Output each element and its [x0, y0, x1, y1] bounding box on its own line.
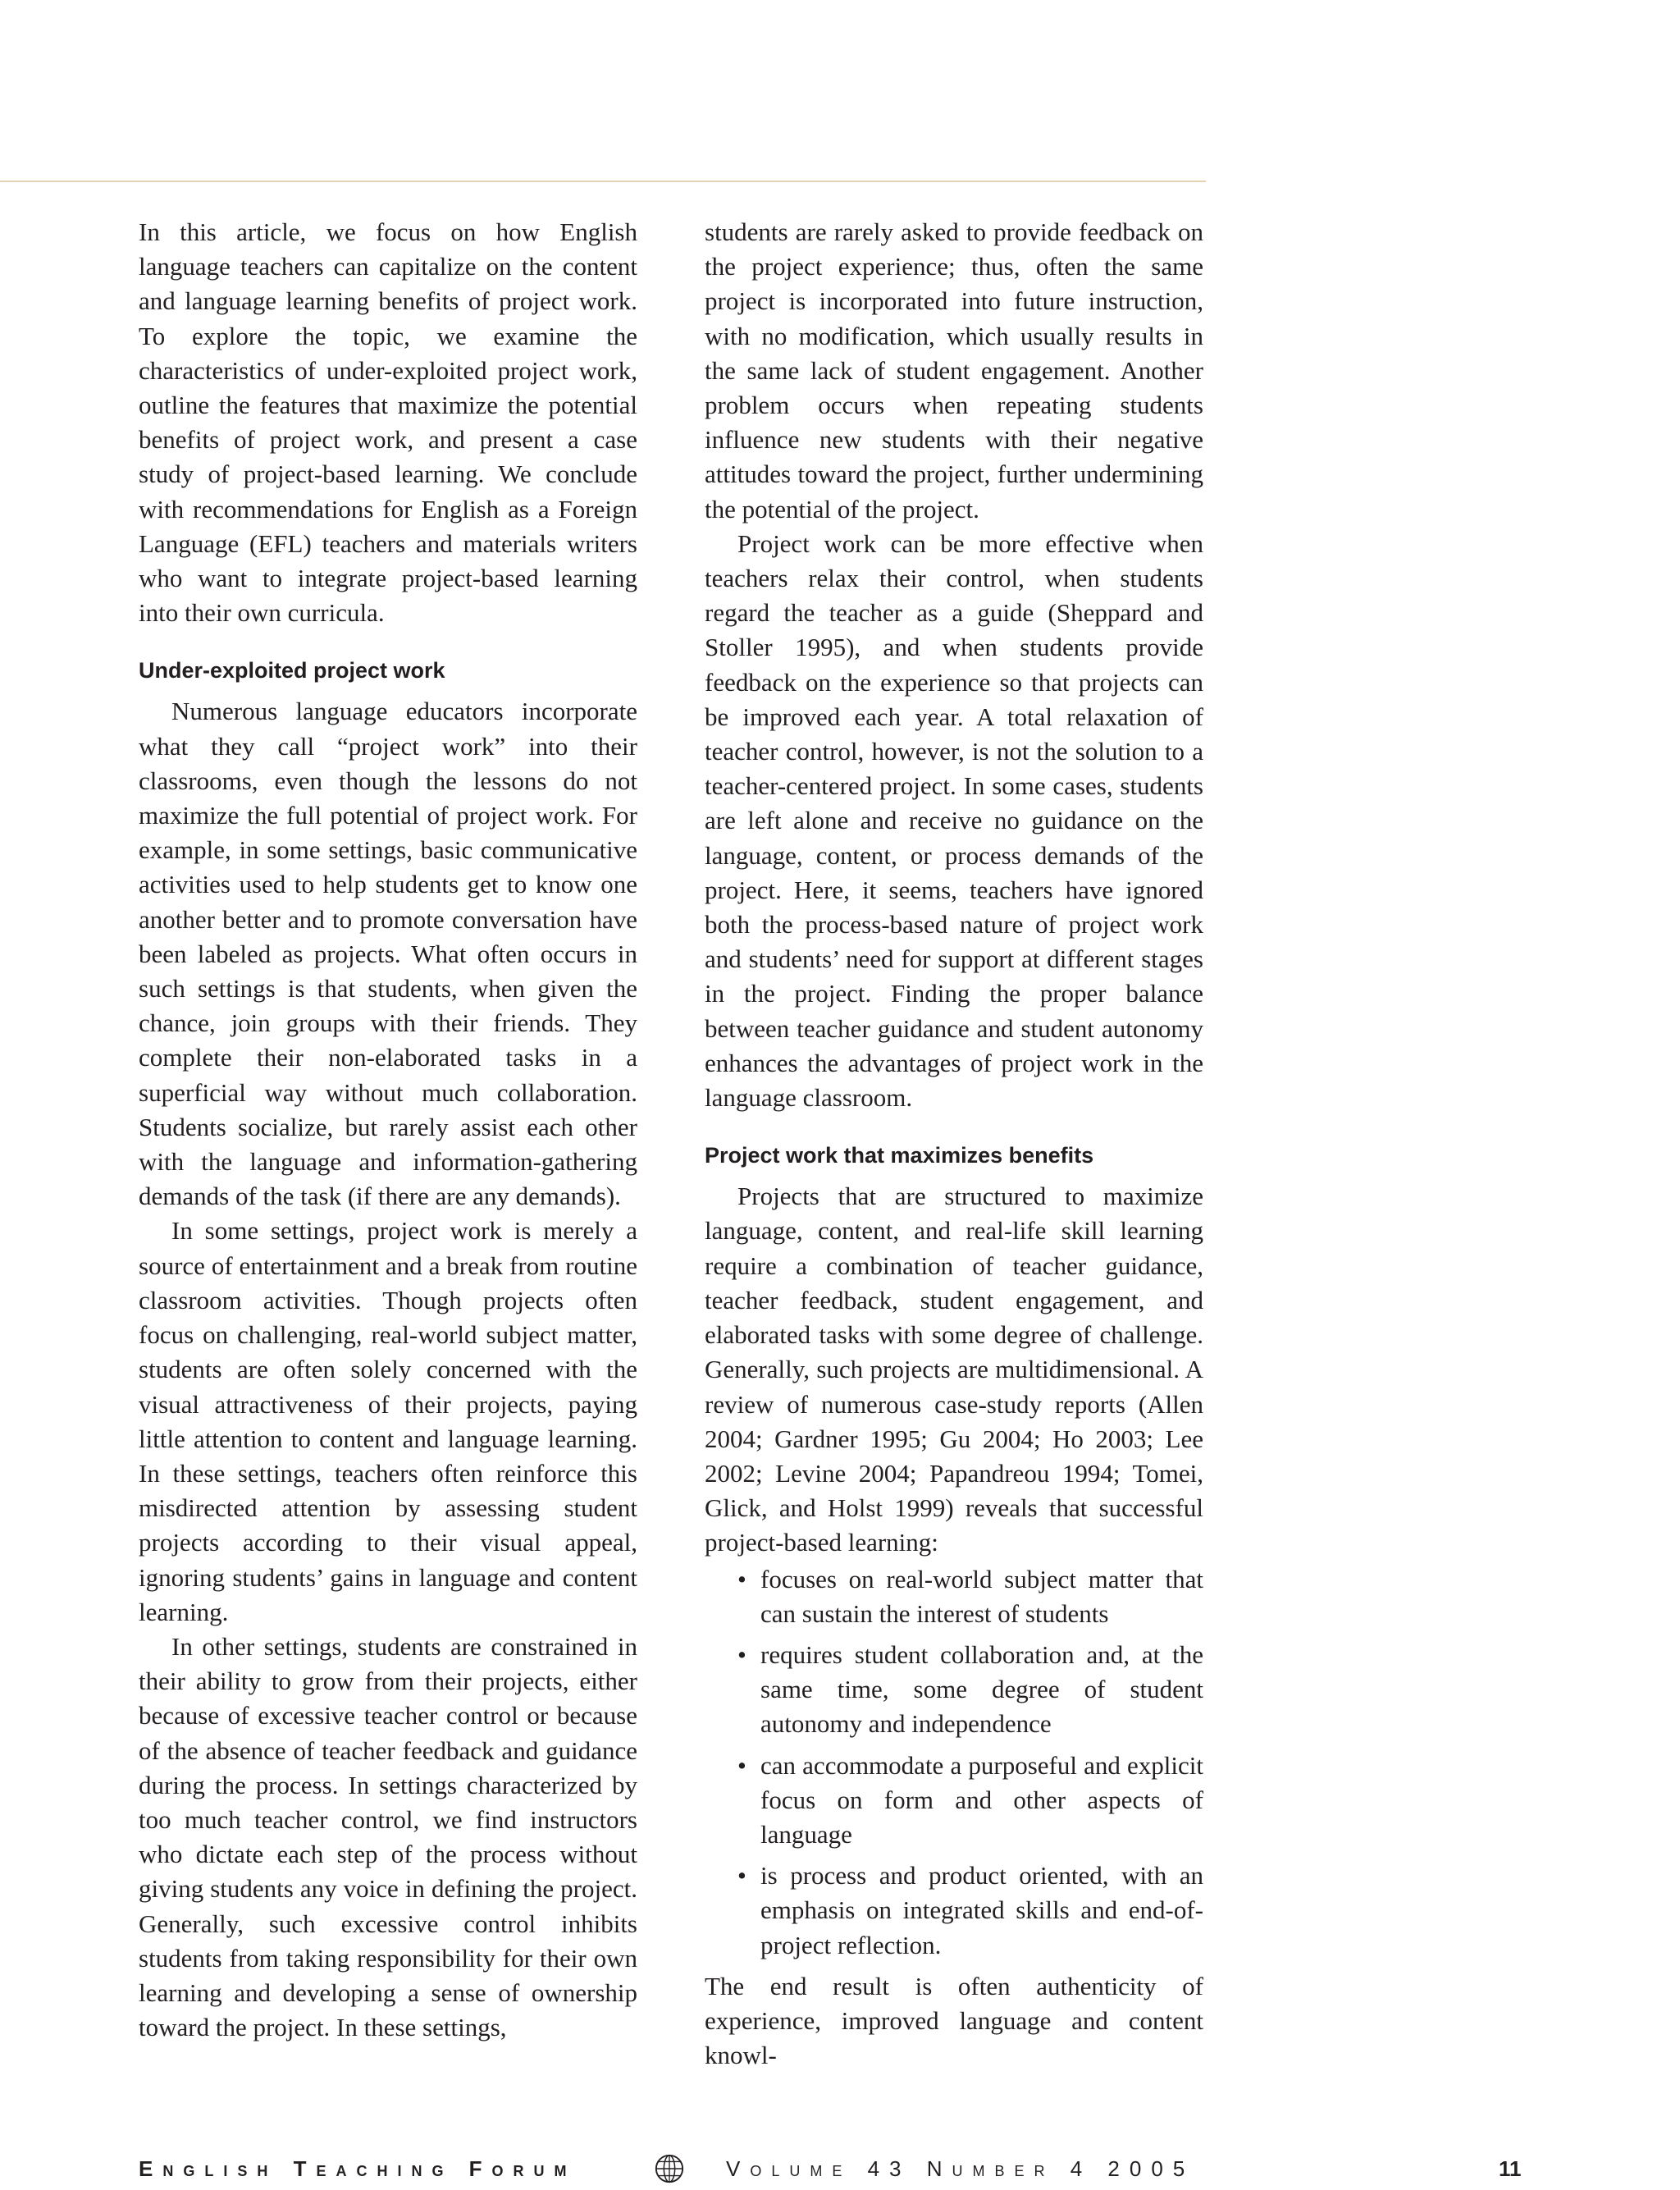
list-item: [705, 1749, 1203, 1853]
continuation-paragraph: students are rarely asked to provide feedback on the project experience; thus, often the same project is incorporated into future instruction, with no modification, which usually results in the same lack of student engagement. Another problem occurs when repeating students influence new students with their negative attitudes toward the project, further undermining the potential of the project.: [705, 217, 1203, 523]
paragraph-numerous-educators: Numerous language educators incorporate what they call “project work” into their classrooms, even though the lessons do not maximize the full potential of project work. For example, in some settings, basic communicative activities used to help students get to know one another better and to promote conversation have been labeled as projects. What often occurs in such settings is that students, when given the chance, join groups with their friends. They complete their non-elaborated tasks in a superficial way without much collaboration. Students socialize, but rarely assist each other with the language and information-gathering demands of the task (if there are any demands).: [139, 697, 637, 1211]
list-item: [705, 1638, 1203, 1742]
paragraph-entertainment: In some settings, project work is merely a source of entertainment and a break from routine classroom activities. Though projects often focus on challenging, real-world subject matter, students are often solely concerned with the visual attractiveness of their projects, paying little attention to content and language learning. In these settings, teachers often reinforce this misdirected attention by assessing student projects according to their visual appeal, ignoring students’ gains in language and content learning.: [139, 1216, 637, 1626]
list-item-text: can accommodate a purposeful and explicit focus on form and other aspects of language: [760, 1750, 1203, 1849]
list-item-text: focuses on real-world subject matter that can sustain the interest of students: [760, 1564, 1203, 1628]
intro-paragraph: In this article, we focus on how English language teachers can capitalize on the content and language learning benefits of project work. To explore the topic, we examine the characteristics of under-exploited project work, outline the features that maximize the potential benefits of project work, and present a case study of project-based learning. We conclude with recommendations for English as a Foreign Language (EFL) teachers and materials writers who want to integrate project-based learning into their own curricula.: [139, 217, 637, 628]
page-footer: [139, 2156, 1533, 2184]
page-number: 11: [1499, 2156, 1522, 2181]
journal-title: English Teaching Forum: [139, 2156, 577, 2181]
bullet-icon: •: [737, 1750, 746, 1780]
paragraph-structured-projects: Projects that are structured to maximize language, content, and real-life skill learning require a combination of teacher guidance, teacher feedback, student engagement, and elaborated tasks with some degree of challenge. Generally, such projects are multidimensional. A review of numerous case-study reports (Allen 2004; Gardner 1995; Gu 2004; Ho 2003; Lee 2002; Levine 2004; Papandreou 1994; Tomei, Glick, and Holst 1999) reveals that successful project-based learning:: [705, 1182, 1203, 1557]
list-item-text: is process and product oriented, with an emphasis on integrated skills and end-of-project reflection.: [760, 1861, 1203, 1959]
paragraph-more-effective: Project work can be more effective when teachers relax their control, when students regard the teacher as a guide (Sheppard and Stoller 1995), and when students provide feedback on the experience so that projects can be improved each year. A total relaxation of teacher control, however, is not the solution to a teacher-centered project. In some cases, students are left alone and receive no guidance on the language, content, or process demands of the project. Here, it seems, teachers have ignored both the process-based nature of project work and students’ need for support at different stages in the project. Finding the proper balance between teacher guidance and student autonomy enhances the advantages of project work in the language classroom.: [705, 528, 1203, 1113]
header-rule: [0, 181, 1206, 182]
list-item: [705, 1562, 1203, 1631]
bullet-icon: •: [737, 1861, 746, 1891]
bullet-icon: •: [737, 1639, 746, 1669]
globe-icon: [654, 2153, 685, 2184]
list-item: [705, 1859, 1203, 1963]
bullet-icon: •: [737, 1564, 746, 1593]
paragraph-constrained: In other settings, students are constrained in their ability to grow from their projects, either because of excessive teacher control or because of the absence of teacher feedback and guidance during the process. In settings characterized by too much teacher control, we find instructors who dictate each step of the process without giving students any voice in defining the project. Generally, such excessive control inhibits students from taking responsibility for their own learning and developing a sense of ownership toward the project. In these settings,: [139, 1631, 637, 2042]
benefits-list: [705, 1562, 1203, 1963]
closing-paragraph: The end result is often authenticity of experience, improved language and content knowl-: [705, 1971, 1203, 2070]
right-column: [705, 215, 1203, 2073]
heading-maximizes-benefits: Project work that maximizes benefits: [705, 1143, 1094, 1168]
issue-info: Volume 43 Number 4 2005: [726, 2156, 1195, 2181]
heading-under-exploited: Under-exploited project work: [139, 658, 445, 684]
left-column: [139, 215, 637, 2045]
list-item-text: requires student collaboration and, at the same time, some degree of student autonomy and independence: [760, 1639, 1203, 1739]
